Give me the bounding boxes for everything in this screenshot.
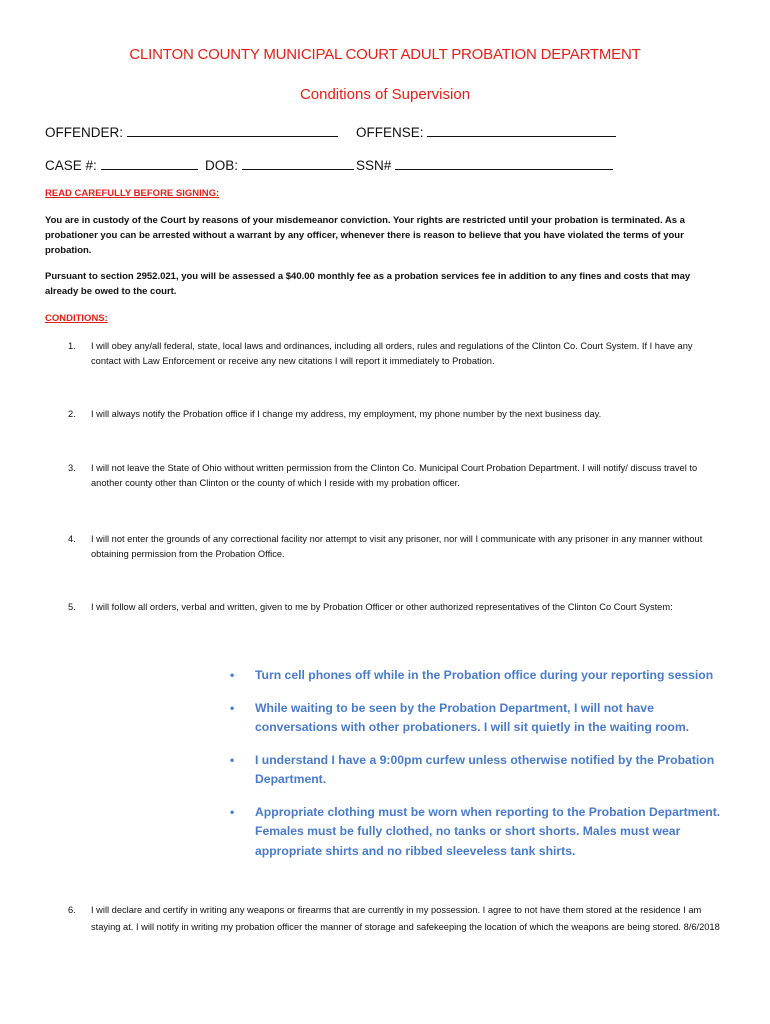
case-field [45,157,198,173]
condition-number: 6. [68,905,76,915]
bullet-dot-icon: • [230,804,235,819]
dob-blank[interactable] [242,157,354,170]
ssn-label: SSN# [356,158,392,173]
dob-label: DOB: [205,158,239,173]
document-subtitle: Conditions of Supervision [299,86,471,103]
bullet-dot-icon: • [230,668,235,682]
condition-text: I will not enter the grounds of any correctional facility nor attempt to visit any prisoner, nor will I communicate with any prisoner in any manner without obtaining permission from the Probation Office. [91,534,703,559]
bullet-text: Turn cell phones off while in the Probation office during your reporting session [255,668,714,682]
condition-number: 5. [68,602,76,612]
dob-field [205,157,354,173]
document-title: CLINTON COUNTY MUNICIPAL COURT ADULT PROBATION DEPARTMENT [129,46,641,63]
bullet-item [228,751,728,790]
case-label: CASE #: [45,158,97,173]
bullet-text: While waiting to be seen by the Probation Department, I will not have conversations with other probationers. I will sit quietly in the waiting room. [255,700,690,734]
offense-blank[interactable] [427,124,616,137]
offense-field [356,124,616,140]
condition-text: I will declare and certify in writing any weapons or firearms that are currently in my possession. I agree to not have them stored at the residence I am staying at. I will notify in writing my probation officer the manner of storage and safekeeping the location of which the weapons are being stored. 8/6/2018 [91,905,720,932]
bullet-item [228,699,728,738]
condition-number: 4. [68,534,76,544]
offender-field [45,124,338,140]
condition-number: 3. [68,463,76,473]
bullet-dot-icon: • [230,752,235,767]
condition-text: I will not leave the State of Ohio without written permission from the Clinton Co. Municipal Court Probation Department. I will notify/ discuss travel to another county other than Clinton or the county of which I reside with my probation officer. [91,463,698,488]
condition-number: 1. [68,341,76,351]
fee-paragraph: Pursuant to section 2952.021, you will be assessed a $40.00 monthly fee as a probation services fee in addition to any fines and costs that may already be owed to the court. [45,271,691,297]
offense-label: OFFENSE: [356,125,424,140]
custody-paragraph: You are in custody of the Court by reasons of your misdemeanor conviction. Your rights are restricted until your probation is terminated. As a probationer you can be arrested without a warrant by any officer, whenever there is reason to believe that you have violated the terms of your probation. [45,215,685,256]
case-blank[interactable] [101,157,198,170]
offender-label: OFFENDER: [45,125,124,140]
conditions-heading: CONDITIONS: [45,313,108,324]
condition-text: I will always notify the Probation office if I change my address, my employment, my phone number by the next business day. [91,409,602,419]
read-carefully-notice: READ CAREFULLY BEFORE SIGNING: [45,188,220,199]
bullet-item [228,666,728,686]
condition-text: I will obey any/all federal, state, local laws and ordinances, including all orders, rules and regulations of the Clinton Co. Court System. If I have any contact with Law Enforcement or receive any new citations I will report it immediately to Probation. [91,341,693,366]
condition-number: 2. [68,409,76,419]
offender-blank[interactable] [127,124,338,137]
bullet-text: Appropriate clothing must be worn when reporting to the Probation Department. Females must be fully clothed, no tanks or short shorts. Males must wear appropriate shirts and no ribbed sleeveless tank shirts. [255,804,721,858]
bullet-dot-icon: • [230,700,235,715]
condition-text: I will follow all orders, verbal and written, given to me by Probation Officer or other authorized representatives of the Clinton Co Court System: [91,602,673,612]
bullet-item [228,803,728,862]
bullet-text: I understand I have a 9:00pm curfew unless otherwise notified by the Probation Department. [255,752,715,786]
conduct-bullet-list [228,666,728,874]
ssn-blank[interactable] [395,157,613,170]
ssn-field [356,157,613,173]
